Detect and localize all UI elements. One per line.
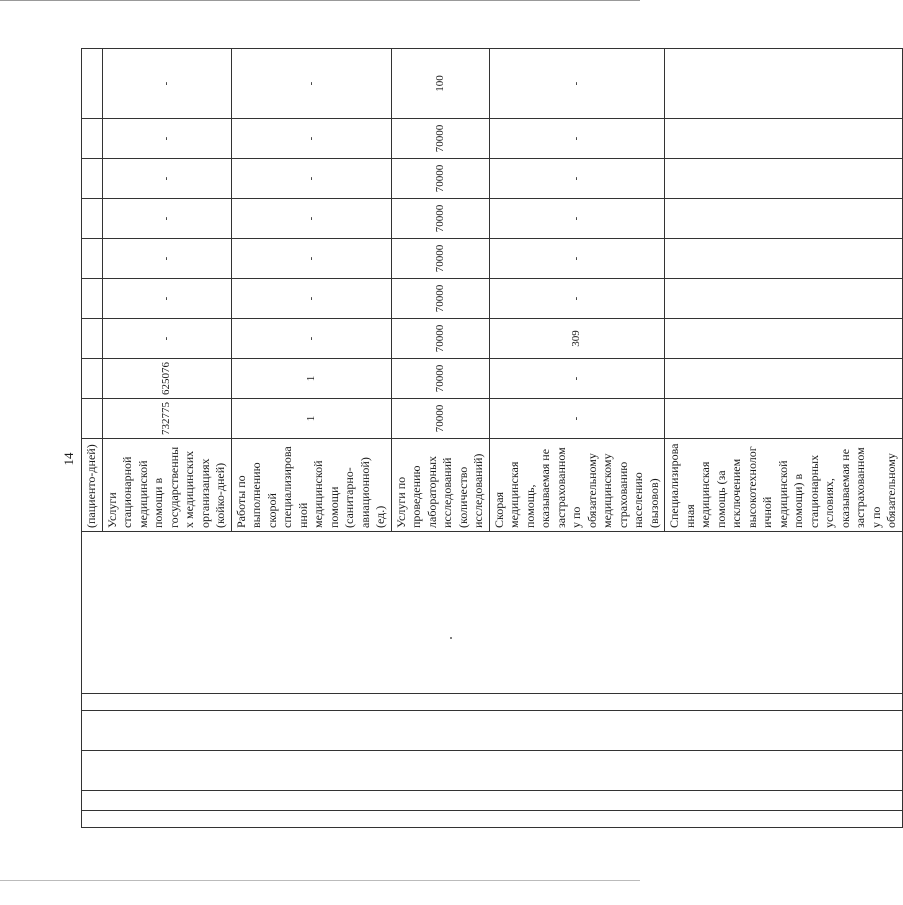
value-cell (82, 239, 103, 279)
value-cell: - (489, 279, 665, 319)
blank-cell (82, 791, 903, 811)
value-cell (665, 399, 903, 439)
service-description: Скорая медицинская помощь, оказываемая не застрахованному по обязательному медицинскому страхованию населению (вызовов) (489, 439, 665, 532)
value-cell: - (102, 49, 231, 119)
value-cell: - (102, 199, 231, 239)
value-cell: 70000 (391, 319, 489, 359)
service-description: (пациенто-дней) (82, 439, 103, 532)
value-cell: 70000 (391, 119, 489, 159)
value-cell: - (489, 399, 665, 439)
value-cell: - (102, 319, 231, 359)
value-cell (82, 399, 103, 439)
value-cell (82, 159, 103, 199)
value-cell: - (102, 279, 231, 319)
value-cell: 100 (391, 49, 489, 119)
scan-edge-bottom (0, 880, 640, 881)
value-cell: - (231, 279, 391, 319)
value-cell: - (231, 49, 391, 119)
value-cell (665, 199, 903, 239)
value-cell: - (489, 159, 665, 199)
value-cell (82, 49, 103, 119)
service-description: Специализированная медицинская помощь (за исключением высокотехнологичной медицинской помощи) в стационарных условиях, оказываемая не застрахованному по обязательному (665, 439, 903, 532)
service-description: Работы по выполнению скорой специализированной медицинской помощи (санитарно-авиационной) (ед.) (231, 439, 391, 532)
value-cell: - (231, 239, 391, 279)
value-cell: - (231, 119, 391, 159)
value-cell: 70000 (391, 279, 489, 319)
data-table (81, 49, 898, 828)
page-number: 14 (61, 452, 76, 466)
value-cell: 1 (231, 399, 391, 439)
value-cell (665, 359, 903, 399)
blank-cell (82, 751, 903, 791)
service-description: Услуги по проведению лабораторных исследований (количество исследований) (391, 439, 489, 532)
blank-cell (82, 711, 903, 751)
value-cell (665, 279, 903, 319)
value-cell (82, 279, 103, 319)
value-cell: 70000 (391, 399, 489, 439)
value-cell: - (489, 359, 665, 399)
value-cell (665, 119, 903, 159)
value-cell: 732775 (102, 399, 231, 439)
value-cell: 70000 (391, 359, 489, 399)
value-cell (82, 359, 103, 399)
value-cell: 309 (489, 319, 665, 359)
value-cell: - (102, 159, 231, 199)
value-cell: 625076 (102, 359, 231, 399)
value-cell (665, 319, 903, 359)
value-cell: - (489, 199, 665, 239)
scan-edge-top (0, 0, 640, 1)
value-cell (82, 119, 103, 159)
scan-speck (450, 637, 452, 639)
service-description: Услуги стационарной медицинской помощи в государственных медицинских организациях (койко-дней) (102, 439, 231, 532)
value-cell: - (102, 119, 231, 159)
value-cell: - (489, 49, 665, 119)
value-cell: - (102, 239, 231, 279)
value-cell: - (489, 119, 665, 159)
blank-cell (82, 532, 903, 694)
value-cell: 70000 (391, 239, 489, 279)
blank-cell (82, 694, 903, 711)
value-cell (665, 49, 903, 119)
value-cell: 1 (231, 359, 391, 399)
value-cell: - (231, 159, 391, 199)
value-cell: 70000 (391, 199, 489, 239)
value-cell (665, 159, 903, 199)
value-cell: - (231, 199, 391, 239)
value-cell: - (231, 319, 391, 359)
value-cell (665, 239, 903, 279)
blank-cell (82, 811, 903, 828)
value-cell (82, 319, 103, 359)
value-cell: - (489, 239, 665, 279)
value-cell (82, 199, 103, 239)
table-row (82, 49, 103, 828)
value-cell: 70000 (391, 159, 489, 199)
